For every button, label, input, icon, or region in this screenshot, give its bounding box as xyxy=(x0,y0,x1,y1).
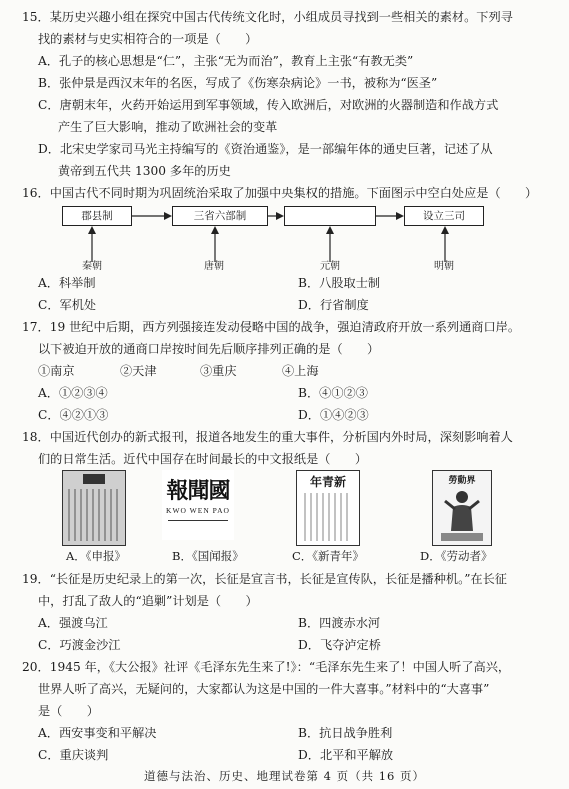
xinqingnian-masthead: 年青新 xyxy=(309,475,346,489)
q20-option-d: D．北平和平解放 xyxy=(298,748,394,762)
worker-figure-icon xyxy=(433,471,491,545)
q17-item-1: ①南京 xyxy=(38,364,75,378)
q17-stem-line2: 以下被迫开放的通商口岸按时间先后顺序排列正确的是（ ） xyxy=(38,342,380,356)
q20-option-c: C．重庆谈判 xyxy=(38,748,109,762)
q15-option-a: A．孔子的核心思想是“仁”，主张“无为而治”，教育上主张“有教无类” xyxy=(38,54,414,68)
xinqingnian-image xyxy=(296,470,360,546)
q18-option-a: A．《申报》 xyxy=(66,549,127,563)
q20-stem-line2: 世界人听了高兴，无疑问的，大家都认为这是中国的一件大喜事。”材料中的“大喜事” xyxy=(38,682,490,696)
q18-stem-line1: 18．中国近代创办的新式报刊，报道各地发生的重大事件，分析国内外时局，深刻影响着人 xyxy=(22,430,513,444)
q16-stem: 16．中国古代不同时期为巩固统治采取了加强中央集权的措施。下面图示中空白处应是（ ） xyxy=(22,186,538,200)
guowenbao-image xyxy=(162,470,234,540)
q19-option-b: B．四渡赤水河 xyxy=(298,616,381,630)
q17-stem-line1: 17．19 世纪中后期，西方列强接连发动侵略中国的战争，强迫清政府开放一系列通商口岸。 xyxy=(22,320,521,334)
q18-stem-line2: 们的日常生活。近代中国存在时间最长的中文报纸是（ ） xyxy=(38,452,368,466)
label-ming: 明朝 xyxy=(434,261,454,272)
box-sansi: 设立三司 xyxy=(404,206,484,226)
q15-option-b: B．张仲景是西汉末年的名医，写成了《伤寒杂病论》一书，被称为“医圣” xyxy=(38,76,438,90)
box-blank xyxy=(284,206,376,226)
q16-option-c: C．军机处 xyxy=(38,298,97,312)
q16-option-d: D．行省制度 xyxy=(298,298,369,312)
label-tang: 唐朝 xyxy=(204,261,224,272)
q18-option-b: B．《国闻报》 xyxy=(172,549,244,563)
q20-option-b: B．抗日战争胜利 xyxy=(298,726,393,740)
guowenbao-rule xyxy=(168,520,228,521)
q15-option-d-line2: 黄帝到五代共 1300 多年的历史 xyxy=(58,164,231,178)
q16-option-a: A．科举制 xyxy=(38,276,96,290)
guowenbao-latin: KWO WEN PAO xyxy=(166,506,230,515)
q17-item-4: ④上海 xyxy=(282,364,319,378)
q20-option-a: A．西安事变和平解决 xyxy=(38,726,157,740)
q19-stem-line1: 19．“长征是历史纪录上的第一次，长征是宣言书，长征是宣传队，长征是播种机。”在长征 xyxy=(22,572,507,586)
label-qin: 秦朝 xyxy=(82,261,102,272)
q19-stem-line2: 中，打乱了敌人的“追剿”计划是（ ） xyxy=(38,594,258,608)
q17-option-c: C．④②①③ xyxy=(38,408,109,422)
q15-stem-line2: 找的素材与史实相符合的一项是（ ） xyxy=(38,32,258,46)
laodongjie-masthead: 勞動界 xyxy=(448,476,476,486)
laodongzhe-image xyxy=(432,470,492,546)
q20-stem-line3: 是（ ） xyxy=(38,704,99,718)
page-footer: 道德与法治、历史、地理试卷第 4 页（共 16 页） xyxy=(143,769,426,783)
box-junxian: 郡县制 xyxy=(62,206,132,226)
q17-option-b: B．④①②③ xyxy=(298,386,368,400)
q15-option-c-line1: C．唐朝末年，火药开始运用到军事领域，传入欧洲后，对欧洲的火器制造和作战方式 xyxy=(38,98,499,112)
box-sansheng: 三省六部制 xyxy=(172,206,268,226)
q17-option-d: D．①④②③ xyxy=(298,408,369,422)
q15-stem-line1: 15．某历史兴趣小组在探究中国古代传统文化时，小组成员寻找到一些相关的素材。下列寻 xyxy=(22,10,513,24)
q20-stem-line1: 20．1945 年，《大公报》社评《毛泽东先生来了!》：“毛泽东先生来了！中国人听了高兴， xyxy=(22,660,511,674)
q19-option-d: D．飞夺泸定桥 xyxy=(298,638,381,652)
q19-option-c: C．巧渡金沙江 xyxy=(38,638,121,652)
guowenbao-masthead: 報聞國 xyxy=(166,478,230,504)
q18-option-c: C．《新青年》 xyxy=(292,549,365,563)
q17-option-a: A．①②③④ xyxy=(38,386,108,400)
q15-option-c-line2: 产生了巨大影响，推动了欧洲社会的变革 xyxy=(58,120,278,134)
q17-item-2: ②天津 xyxy=(120,364,157,378)
q15-option-d-line1: D．北宋史学家司马光主持编写的《资治通鉴》，是一部编年体的通史巨著，记述了从 xyxy=(38,142,493,156)
q18-option-d: D．《劳动者》 xyxy=(420,549,493,563)
label-yuan: 元朝 xyxy=(320,261,340,272)
q16-option-b: B．八股取士制 xyxy=(298,276,381,290)
shenbao-image xyxy=(62,470,126,546)
q19-option-a: A．强渡乌江 xyxy=(38,616,108,630)
q17-item-3: ③重庆 xyxy=(200,364,237,378)
